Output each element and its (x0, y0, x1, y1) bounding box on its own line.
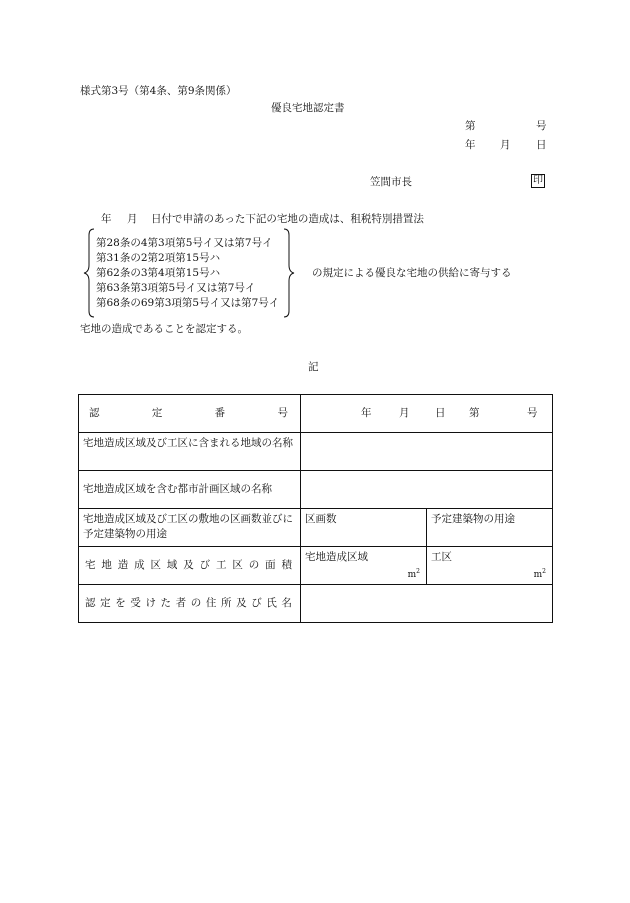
development-area-size-cell: 宅地造成区域 $m^2$ (301, 547, 427, 585)
date-month: 月 (500, 139, 511, 151)
lot-count-cell: 区画数 (301, 509, 427, 547)
closing-text: 宅地の造成であることを認定する。 (80, 323, 248, 335)
law-item: 第63条第3項第5号イ又は第7号イ (96, 282, 256, 294)
law-items-group (82, 227, 296, 319)
seal-box: 印 (533, 175, 543, 186)
certified-party-value (301, 585, 553, 623)
table-row (79, 471, 553, 509)
after-brace-text: の規定による優良な宅地の供給に寄与する (312, 267, 512, 279)
table-row (79, 509, 553, 547)
table-row (79, 433, 553, 471)
certification-number-value: 年 月 日 第 号 (301, 395, 553, 433)
date-day: 日 (536, 139, 547, 151)
table-row (79, 395, 553, 433)
city-planning-area-label: 宅地造成区域を含む都市計画区域の名称 (79, 471, 301, 509)
intro-month: 月 (127, 213, 138, 225)
issuer-title: 笠間市長 (370, 176, 412, 188)
planned-building-usage-cell: 予定建築物の用途 (427, 509, 553, 547)
square-meter-unit: $m^2$ (407, 568, 420, 580)
area-size-label: 宅 地 造 成 区 域 及 び 工 区 の 面 積 (79, 547, 301, 585)
number-dai: 第 (465, 120, 476, 132)
law-item: 第62条の3第4項第15号ハ (96, 267, 221, 279)
area-name-label: 宅地造成区域及び工区に含まれる地域の名称 (79, 433, 301, 471)
construction-zone-size-cell: 工区 $m^2$ (427, 547, 553, 585)
certification-number-label: 認 定 番 号 (79, 395, 301, 433)
square-meter-unit: $m^2$ (533, 568, 546, 580)
table-row (79, 585, 553, 623)
intro-text: 日付で申請のあった下記の宅地の造成は、租税特別措置法 (151, 213, 424, 225)
table-row (79, 547, 553, 585)
ki-heading: 記 (308, 361, 319, 373)
lots-and-usage-label: 宅地造成区域及び工区の敷地の区画数並びに予定建築物の用途 (79, 509, 301, 547)
intro-year: 年 (101, 213, 112, 225)
certification-table (78, 394, 553, 623)
law-item: 第28条の4第3項第5号イ又は第7号イ (96, 237, 273, 249)
certified-party-label: 認 定 を 受 け た 者 の 住 所 及 び 氏 名 (79, 585, 301, 623)
law-item: 第68条の69第3項第5号イ又は第7号イ (96, 297, 280, 309)
number-go: 号 (536, 120, 547, 132)
law-item: 第31条の2第2項第15号ハ (96, 252, 221, 264)
date-year: 年 (465, 139, 476, 151)
area-name-value (301, 433, 553, 471)
city-planning-area-value (301, 471, 553, 509)
document-title: 優良宅地認定書 (271, 102, 345, 114)
form-number-label: 様式第3号（第4条、第9条関係） (80, 85, 237, 97)
